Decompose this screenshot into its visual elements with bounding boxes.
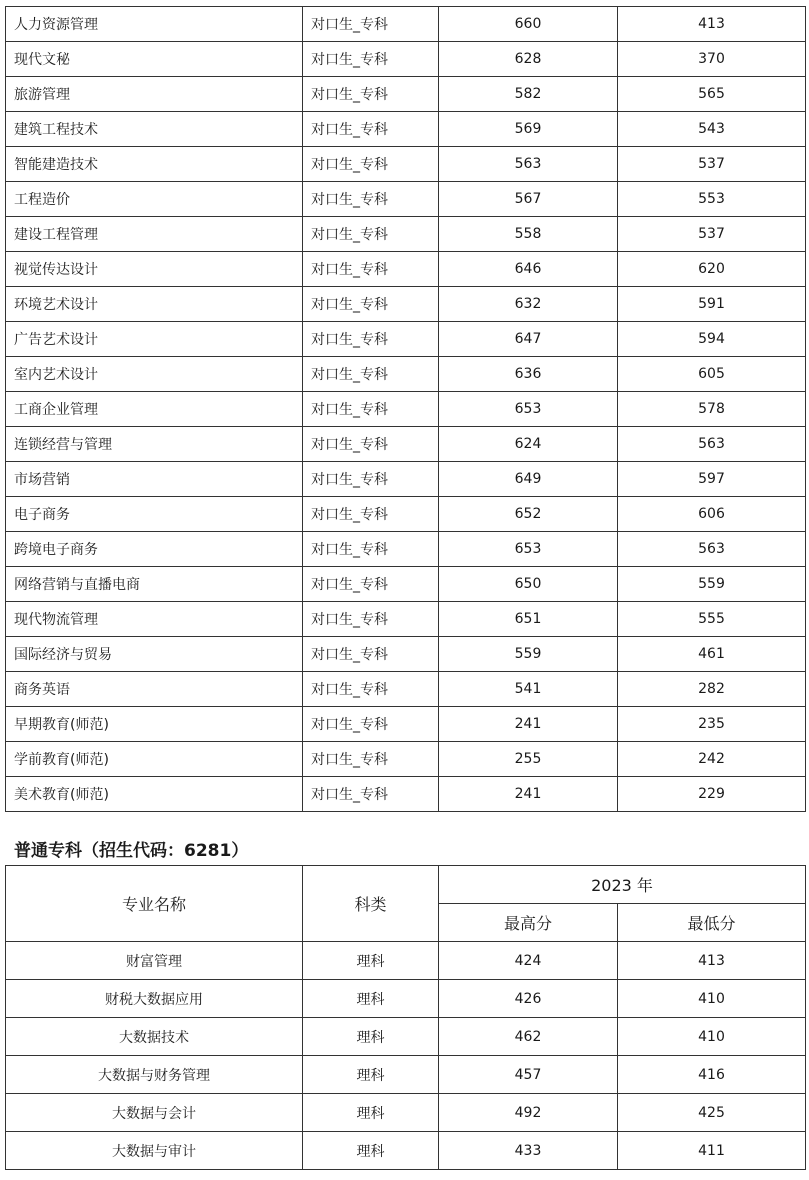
- table-row: [6, 112, 806, 147]
- header-min-score: 最低分: [618, 904, 806, 942]
- max-score-cell: 559: [439, 637, 618, 672]
- min-score-cell: 416: [618, 1056, 806, 1094]
- major-cell: 大数据与财务管理: [6, 1056, 303, 1094]
- table-row: [6, 182, 806, 217]
- max-score-cell: 651: [439, 602, 618, 637]
- header-category: 科类: [303, 866, 439, 942]
- major-cell: 连锁经营与管理: [6, 427, 303, 462]
- min-score-cell: 229: [618, 777, 806, 812]
- min-score-cell: 235: [618, 707, 806, 742]
- table-row: [6, 567, 806, 602]
- admission-score-table-general: [5, 865, 806, 1170]
- major-cell: 建设工程管理: [6, 217, 303, 252]
- major-cell: 大数据技术: [6, 1018, 303, 1056]
- min-score-cell: 282: [618, 672, 806, 707]
- table-row: [6, 980, 806, 1018]
- table-body: [6, 942, 806, 1170]
- major-cell: 视觉传达设计: [6, 252, 303, 287]
- major-cell: 室内艺术设计: [6, 357, 303, 392]
- category-cell: 理科: [303, 1132, 439, 1170]
- table-row: [6, 777, 806, 812]
- table-row: [6, 77, 806, 112]
- category-cell: 对口生_专科: [303, 147, 439, 182]
- table-row: [6, 532, 806, 567]
- table-body: [6, 7, 806, 812]
- max-score-cell: 567: [439, 182, 618, 217]
- max-score-cell: 632: [439, 287, 618, 322]
- table-row: [6, 42, 806, 77]
- max-score-cell: 558: [439, 217, 618, 252]
- max-score-cell: 628: [439, 42, 618, 77]
- major-cell: 商务英语: [6, 672, 303, 707]
- category-cell: 对口生_专科: [303, 462, 439, 497]
- min-score-cell: 594: [618, 322, 806, 357]
- major-cell: 财富管理: [6, 942, 303, 980]
- category-cell: 对口生_专科: [303, 427, 439, 462]
- max-score-cell: 649: [439, 462, 618, 497]
- category-cell: 对口生_专科: [303, 532, 439, 567]
- major-cell: 广告艺术设计: [6, 322, 303, 357]
- max-score-cell: 462: [439, 1018, 618, 1056]
- min-score-cell: 537: [618, 147, 806, 182]
- max-score-cell: 424: [439, 942, 618, 980]
- min-score-cell: 565: [618, 77, 806, 112]
- table-row: [6, 497, 806, 532]
- min-score-cell: 537: [618, 217, 806, 252]
- major-cell: 工商企业管理: [6, 392, 303, 427]
- table-row: [6, 1132, 806, 1170]
- max-score-cell: 652: [439, 497, 618, 532]
- major-cell: 大数据与会计: [6, 1094, 303, 1132]
- min-score-cell: 411: [618, 1132, 806, 1170]
- min-score-cell: 425: [618, 1094, 806, 1132]
- admission-score-table-vocational: [5, 6, 806, 812]
- category-cell: 对口生_专科: [303, 322, 439, 357]
- min-score-cell: 413: [618, 7, 806, 42]
- major-cell: 电子商务: [6, 497, 303, 532]
- major-cell: 网络营销与直播电商: [6, 567, 303, 602]
- section-title: 普通专科（招生代码：6281）: [14, 841, 249, 861]
- header-year: 2023 年: [439, 866, 806, 904]
- table-row: [6, 707, 806, 742]
- min-score-cell: 370: [618, 42, 806, 77]
- max-score-cell: 433: [439, 1132, 618, 1170]
- min-score-cell: 410: [618, 980, 806, 1018]
- max-score-cell: 653: [439, 532, 618, 567]
- major-cell: 跨境电子商务: [6, 532, 303, 567]
- table-row: [6, 147, 806, 182]
- major-cell: 早期教育(师范): [6, 707, 303, 742]
- max-score-cell: 660: [439, 7, 618, 42]
- major-cell: 国际经济与贸易: [6, 637, 303, 672]
- max-score-cell: 569: [439, 112, 618, 147]
- min-score-cell: 591: [618, 287, 806, 322]
- category-cell: 对口生_专科: [303, 217, 439, 252]
- table-header: [6, 866, 806, 942]
- category-cell: 对口生_专科: [303, 707, 439, 742]
- max-score-cell: 241: [439, 707, 618, 742]
- max-score-cell: 582: [439, 77, 618, 112]
- max-score-cell: 647: [439, 322, 618, 357]
- category-cell: 对口生_专科: [303, 42, 439, 77]
- max-score-cell: 492: [439, 1094, 618, 1132]
- major-cell: 环境艺术设计: [6, 287, 303, 322]
- max-score-cell: 636: [439, 357, 618, 392]
- table-row: [6, 287, 806, 322]
- header-max-score: 最高分: [439, 904, 618, 942]
- category-cell: 理科: [303, 942, 439, 980]
- header-major: 专业名称: [6, 866, 303, 942]
- major-cell: 智能建造技术: [6, 147, 303, 182]
- category-cell: 对口生_专科: [303, 392, 439, 427]
- category-cell: 对口生_专科: [303, 497, 439, 532]
- min-score-cell: 605: [618, 357, 806, 392]
- category-cell: 对口生_专科: [303, 287, 439, 322]
- min-score-cell: 461: [618, 637, 806, 672]
- table-row: [6, 7, 806, 42]
- min-score-cell: 410: [618, 1018, 806, 1056]
- table-row: [6, 427, 806, 462]
- min-score-cell: 620: [618, 252, 806, 287]
- min-score-cell: 543: [618, 112, 806, 147]
- table-row: [6, 1018, 806, 1056]
- category-cell: 对口生_专科: [303, 252, 439, 287]
- max-score-cell: 650: [439, 567, 618, 602]
- major-cell: 现代物流管理: [6, 602, 303, 637]
- table-row: [6, 357, 806, 392]
- max-score-cell: 426: [439, 980, 618, 1018]
- category-cell: 对口生_专科: [303, 742, 439, 777]
- max-score-cell: 457: [439, 1056, 618, 1094]
- min-score-cell: 242: [618, 742, 806, 777]
- max-score-cell: 653: [439, 392, 618, 427]
- table-row: [6, 392, 806, 427]
- category-cell: 对口生_专科: [303, 602, 439, 637]
- header-row: [6, 866, 806, 904]
- table-row: [6, 942, 806, 980]
- table-row: [6, 217, 806, 252]
- table-row: [6, 322, 806, 357]
- min-score-cell: 578: [618, 392, 806, 427]
- table-row: [6, 252, 806, 287]
- category-cell: 对口生_专科: [303, 637, 439, 672]
- table-row: [6, 742, 806, 777]
- max-score-cell: 624: [439, 427, 618, 462]
- category-cell: 理科: [303, 1094, 439, 1132]
- min-score-cell: 553: [618, 182, 806, 217]
- table-row: [6, 672, 806, 707]
- max-score-cell: 241: [439, 777, 618, 812]
- major-cell: 建筑工程技术: [6, 112, 303, 147]
- category-cell: 对口生_专科: [303, 357, 439, 392]
- max-score-cell: 541: [439, 672, 618, 707]
- category-cell: 对口生_专科: [303, 182, 439, 217]
- category-cell: 对口生_专科: [303, 567, 439, 602]
- max-score-cell: 255: [439, 742, 618, 777]
- category-cell: 对口生_专科: [303, 672, 439, 707]
- major-cell: 美术教育(师范): [6, 777, 303, 812]
- min-score-cell: 606: [618, 497, 806, 532]
- category-cell: 对口生_专科: [303, 77, 439, 112]
- major-cell: 旅游管理: [6, 77, 303, 112]
- min-score-cell: 597: [618, 462, 806, 497]
- major-cell: 现代文秘: [6, 42, 303, 77]
- table-row: [6, 637, 806, 672]
- category-cell: 对口生_专科: [303, 7, 439, 42]
- min-score-cell: 555: [618, 602, 806, 637]
- table-row: [6, 1094, 806, 1132]
- table-row: [6, 602, 806, 637]
- category-cell: 对口生_专科: [303, 112, 439, 147]
- min-score-cell: 413: [618, 942, 806, 980]
- category-cell: 理科: [303, 1056, 439, 1094]
- category-cell: 理科: [303, 980, 439, 1018]
- min-score-cell: 559: [618, 567, 806, 602]
- major-cell: 财税大数据应用: [6, 980, 303, 1018]
- table-row: [6, 462, 806, 497]
- major-cell: 市场营销: [6, 462, 303, 497]
- min-score-cell: 563: [618, 427, 806, 462]
- major-cell: 工程造价: [6, 182, 303, 217]
- major-cell: 大数据与审计: [6, 1132, 303, 1170]
- table-row: [6, 1056, 806, 1094]
- min-score-cell: 563: [618, 532, 806, 567]
- category-cell: 理科: [303, 1018, 439, 1056]
- max-score-cell: 563: [439, 147, 618, 182]
- major-cell: 人力资源管理: [6, 7, 303, 42]
- max-score-cell: 646: [439, 252, 618, 287]
- major-cell: 学前教育(师范): [6, 742, 303, 777]
- category-cell: 对口生_专科: [303, 777, 439, 812]
